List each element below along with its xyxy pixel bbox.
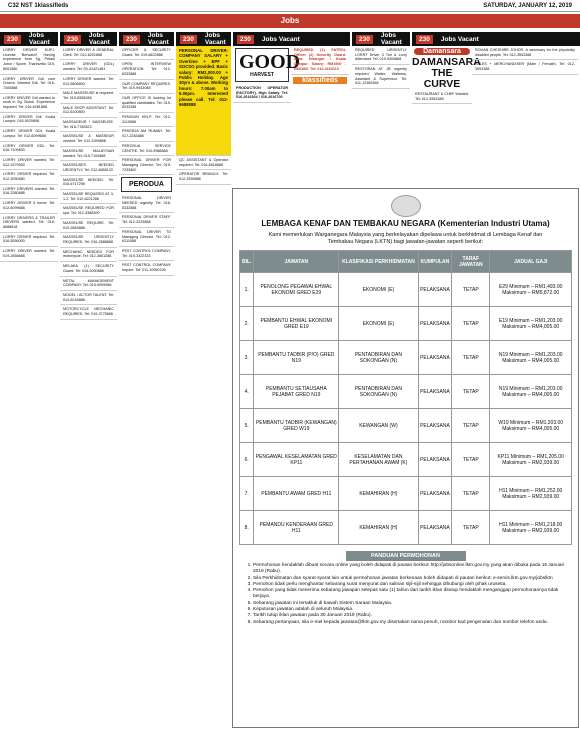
section-title: Jobs — [0, 14, 580, 28]
col-header: 230 Jobs Vacant — [119, 32, 174, 46]
classified-ad: LORRY DRIVER wanted. Tel: 019-2858688 — [0, 247, 58, 261]
classified-ad: PERSONAL DRIVER FOR Managing Director. Tel: 019-7233800 — [119, 156, 174, 175]
restaurant-chef-ad: RESTAURANT & CHEF Wanted. Tel: 012-3553388 — [412, 90, 472, 104]
table-cell: TETAP — [452, 307, 490, 341]
table-cell: 1. — [240, 273, 254, 307]
classified-ad: LORRY DRIVER GDL Kuala Lumpur. Tel: 012-6099688 — [0, 127, 58, 141]
vacancy-table — [239, 250, 572, 545]
step-item: 8. Sebarang pertanyaan, sila e-mel kepada jawatan@lktn.gov.my disertakan nama penuh, nombor kad pengenalan dan nombor telefon anda. — [253, 620, 568, 626]
table-cell: 8. — [240, 511, 254, 545]
classified-ad: MASSEUSE MALAYSIAN wanted. Tel: 019-7100888 — [60, 147, 117, 161]
table-header: KUMPULAN — [418, 251, 452, 273]
table-row — [240, 511, 572, 545]
driver-promo-ad: PERSONAL DRIVER-COMPANY SALARY + Overtime + EPF + SOCSO provided. Basic salary: RM2,000.00 + Public Holiday. Age 30yrs & above. Working hours: 7.00am to 5.00pm. Interested please call. Tel: 012-6688888 — [176, 46, 231, 156]
table-cell: PENTADBIRAN DAN SOKONGAN (N) — [339, 375, 418, 409]
classified-ad: MODEL / ACTOR TALENT. Tel: 012-6218888 — [60, 291, 117, 305]
table-row — [240, 409, 572, 443]
classified-ad: LORRY DRIVER Gdl cum Drivers. Wanted Gdl. Tel: 016-7300888 — [0, 75, 58, 94]
table-cell: 4. — [240, 375, 254, 409]
column-7 — [412, 32, 580, 187]
panduan-heading: PANDUAN PERMOHONAN — [346, 551, 466, 561]
lktn-intro: Kami memerlukan Warganegara Malaysia yang berkelayakan dipelawa untuk berkhidmat di Lembaga Kenaf dan Tembakau Negara (LKTN) bagi jawatan-jawatan seperti berikut: — [268, 232, 543, 245]
classified-ad: MASSEUSE REQUIRED AT 3-1-2. Tel: 012-6221288 — [60, 190, 117, 204]
classified-ad: MASSEUSES NEEDED URGENTLY. Tel: 012-6688133 — [60, 161, 117, 175]
table-cell: 5. — [240, 409, 254, 443]
classified-ad: REQUIRED URGENTLY LORRY Driver 3 Ton & Lorry Attendant. Tel: 019-5300888 — [352, 46, 410, 65]
table-cell: KEWANGAN (W) — [339, 409, 418, 443]
table-cell: KESELAMATAN DAN PERTAHANAN AWAM (K) — [339, 443, 418, 477]
classified-ad: MALE MASSEUSE is required. Tel: 019-6555288 — [60, 89, 117, 103]
classified-ad: MELAKA (1) SECURITY Guard. Tel: 016-2000888 — [60, 262, 117, 276]
table-cell: PELAKSANA — [418, 477, 452, 511]
table-row — [240, 341, 572, 375]
classified-ad: LORRY DRIVER Gdl. Kuala Lumpur. 016-9020898 — [0, 113, 58, 127]
table-cell: PEMBANTU SETIAUSAHA PEJABAT GRED N19 — [254, 375, 339, 409]
table-cell: E29 Minimum – RM1,493.00 Maksimum – RM5,872.00 — [490, 273, 572, 307]
column-3 — [119, 32, 174, 732]
table-cell: PELAKSANA — [418, 409, 452, 443]
table-cell: EKONOMI (E) — [339, 307, 418, 341]
table-cell: TETAP — [452, 477, 490, 511]
col-header: 230 Jobs Vacant — [60, 32, 117, 46]
classified-ad: LORRY DRIVERS & TRAILER DRIVERS wanted. Tel: 016-6688818 — [0, 214, 58, 233]
steps-list — [253, 563, 568, 626]
column-4 — [176, 32, 231, 732]
step-item: 4. Pemohon yang tidak menerima sebarang jawapan selepas satu (1) tahun dari tarikh iklan ditutup hendaklah menganggap permohonannya tidak berjaya. — [253, 588, 568, 601]
table-cell: PELAKSANA — [418, 341, 452, 375]
classified-ad: LORRY DRIVER Gdl wanted to work in Sg. Buloh. Experience required. Tel: 016-6281888 — [0, 94, 58, 113]
table-cell: PELAKSANA — [418, 443, 452, 477]
table-header: TARAF JAWATAN — [452, 251, 490, 273]
table-cell: PEMBANTU TADBIR (KEWANGAN) GRED W19 — [254, 409, 339, 443]
table-cell: PELAKSANA — [418, 273, 452, 307]
table-cell: H11 Minimum – RM1,252.00 Maksimum – RM2,939.00 — [490, 477, 572, 511]
classified-ad: LORRY DRIVER wanted. Tel: 012-3379930 — [0, 156, 58, 170]
step-item: 5. Sebarang jawatan ini tertakluk di bawah Sistem Saraan Malaysia. — [253, 601, 568, 607]
classified-ad: RESTORAN AT JB urgently required Waiter, Waitress, Assistant & Supervisor. Tel: 011-12360488 — [352, 65, 410, 89]
table-cell: PENGAWAL KESELAMATAN GRED KP11 — [254, 443, 339, 477]
classified-ad: QC ASSISTANT & Operator required. Tel: 016-6618888 — [176, 156, 231, 170]
table-cell: PEMANDU KENDERAAN GRED H11 — [254, 511, 339, 545]
column-2 — [60, 32, 117, 732]
table-cell: N19 Minimum – RM1,203.00 Maksimum – RM4,005.00 — [490, 375, 572, 409]
column-5 — [233, 32, 350, 187]
classified-ad: PERODUA SERVICE CENTRE. Tel: 010-9988888 — [119, 142, 174, 156]
table-cell: 3. — [240, 341, 254, 375]
patrol-officer-ad: REQUIRED (1) PATROL Officer (2) Security Guard. Area: Selangor / Kuala Lumpur. Salary: RM1900 - RM1800. Tel: 012-4163113 — [291, 46, 349, 75]
step-item: 7. Tarikh tutup iklan jawatan pada 30 Januari 2019 (Rabu). — [253, 613, 568, 619]
classified-ad: OPEN INTERVIEW OPERATION. Tel: 012-6333888 — [119, 60, 174, 79]
table-cell: H11 Minimum – RM1,218.00 Maksimum – RM2,939.00 — [490, 511, 572, 545]
classified-ad: PEST CONTROL COMPANY. Tel: 019-3322333 — [119, 247, 174, 261]
table-cell: PENTADBIRAN DAN SOKONGAN (N) — [339, 341, 418, 375]
classified-ad: LORRY DRIVER (GDL) wanted. Tel: 03-41421481 — [60, 60, 117, 74]
table-header: BIL. — [240, 251, 254, 273]
table-row — [240, 477, 572, 511]
classified-ad: OPERATOR BRANCH. Tel: 012-3399888 — [176, 170, 231, 184]
table-cell: PELAKSANA — [418, 307, 452, 341]
table-cell: TETAP — [452, 375, 490, 409]
table-cell: TETAP — [452, 409, 490, 443]
classified-ad: MECHANIC NEEDED FOR motorcycle. Tel: 012-3661288 — [60, 248, 117, 262]
classified-ad: LORRY DRIVER required. Tel: 016-5556000 — [0, 233, 58, 247]
classified-ad: PERSONAL DRIVER STAFF. Tel: 012-3223888 — [119, 213, 174, 227]
column-6 — [352, 32, 410, 187]
klassifieds-logo: klassifieds — [293, 77, 347, 84]
col-header: 230 Jobs Vacant — [352, 32, 410, 46]
classified-ad: LORRY DRIVER 5/JPJ. License 'Berwarid'. Having experience from Sg. Petani Johor / Spore. Tharinvellu 019-6001580 — [0, 46, 58, 75]
table-cell: TETAP — [452, 273, 490, 307]
table-cell: 6. — [240, 443, 254, 477]
rohan-cheshire-ad: ROHAN CHESHIRE JOHOR. A sanctuary for the physically disabled people. Tel: 012-3553388 — [472, 46, 578, 60]
perodua-logo: PERODUA — [121, 177, 172, 192]
classified-ad: PERSONAL DRIVER NEEDED urgently. Tel: 018-5332888 — [119, 194, 174, 213]
classified-ad: LORRY DRIVER required. Tel: 012-3050580 — [0, 170, 58, 184]
lktn-ad — [232, 188, 579, 728]
good-harvest-logo: GOOD HARVEST — [235, 48, 289, 82]
damansara-title: DAMANSARA THE CURVE — [412, 56, 481, 90]
sales-merchandiser-ad: SALES + MERCHANDISER (Male / Female). Tel: 012-3553388 — [472, 60, 578, 74]
table-cell: PEMBANTU AWAM GRED H11 — [254, 477, 339, 511]
lktn-crest-icon — [391, 195, 421, 217]
table-cell: TETAP — [452, 511, 490, 545]
col-header: 230 Jobs Vacant — [176, 32, 231, 46]
classified-ad: METAL MANAGEMENT COMPANY. Tel: 016-9009988 — [60, 277, 117, 291]
table-cell: N19 Minimum – RM1,203.00 Maksimum – RM4,005.00 — [490, 341, 572, 375]
table-cell: 7. — [240, 477, 254, 511]
table-cell: PELAKSANA — [418, 375, 452, 409]
table-cell: 2. — [240, 307, 254, 341]
classified-ad: PEKERJA AM RUMAH. Tel: 017-2283888 — [119, 127, 174, 141]
classified-ad: LORRY DRIVERS wanted. Tel: 016-3380888 — [0, 185, 58, 199]
masthead-left: C32 NST 1klassifieds — [8, 2, 69, 9]
classified-ad: PEST CONTROL COMPANY require. Tel: 011-10950228 — [119, 261, 174, 275]
col-header: 230 Jobs Vacant — [412, 32, 580, 46]
classified-ad: MASSEUSE URGENTLY REQUIRED. Tel: 016-2888888 — [60, 233, 117, 247]
classified-ad: LORRY DRIVER wanted. Tel: 012-5806800 — [60, 75, 117, 89]
table-cell: EKONOMI (E) — [339, 273, 418, 307]
table-row — [240, 443, 572, 477]
col-header: 230 Jobs Vacant — [233, 32, 350, 46]
table-cell: PENOLONG PEGAWAI EHWAL EKONOMI GRED E29 — [254, 273, 339, 307]
step-item: 6. Keputusan jawatan adalah di seluruh Malaysia. — [253, 607, 568, 613]
classified-ad: OFFICER & SECURITY Guard. Tel: 019-6622888 — [119, 46, 174, 60]
classified-ad: MOTORCYCLE MECHANIC REQUIRED. Tel: 019-3775866 — [60, 305, 117, 319]
masthead-right: SATURDAY, JANUARY 12, 2019 — [483, 2, 572, 9]
step-item: 1. Permohonan hendaklah dibuat secara online yang boleh didapati di pautan berikut: http://jobsonline.lktn.gov.my yang akan dibuka pada 16 Januari 2019 (Rabu). — [253, 563, 568, 576]
production-operator-ad: PRODUCTION OPERATOR (FACTORY). High Salary. Tel: 016-2016924 / 016-2016700 — [233, 84, 291, 103]
step-item: 2. Sila Perkhidmatan dan syarat-syarat lain untuk permohonan jawatan berkenaan boleh didapati di pautan berikut: e-servis.lktn.gov.my/jobslktn — [253, 576, 568, 582]
classified-ad: LORRY DRIVER 5 tonne. Tel: 012-6099688 — [0, 199, 58, 213]
classified-ad: OUR OFFICE IS looking for qualified candidates. Tel: 019-5233288 — [119, 94, 174, 113]
column-1 — [0, 32, 58, 732]
table-header: JAWATAN — [254, 251, 339, 273]
table-cell: KP11 Minimum – RM1,205.00 Maksimum – RM2,939.00 — [490, 443, 572, 477]
damansara-logo: Damansara — [414, 48, 470, 55]
step-item: 3. Pemohon tidak perlu menghantar sebarang surat menyurat dan salinan sijil-sijil sehingga dihubungi oleh pihak urusetia. — [253, 582, 568, 588]
col-header: 230 Jobs Vacant — [0, 32, 58, 46]
lktn-title: LEMBAGA KENAF DAN TEMBAKAU NEGARA (Kementerian Industri Utama) — [261, 219, 550, 228]
classified-ad: MASSEUSE REQUIRED FOR spa. Tel: 012-3388300 — [60, 204, 117, 218]
masthead — [0, 0, 580, 12]
table-header: JADUAL GAJI — [490, 251, 572, 273]
table-cell: E19 Minimum – RM1,203.00 Maksimum – RM4,005.00 — [490, 307, 572, 341]
table-cell: KEMAHIRAN (H) — [339, 511, 418, 545]
table-row — [240, 307, 572, 341]
table-cell: TETAP — [452, 443, 490, 477]
classified-ad: MASSEUSE & MASSEUR needed. Tel: 012-3399888 — [60, 132, 117, 146]
table-row — [240, 273, 572, 307]
classified-ad: OUR COMPANY REQUIRES. Tel: 019-9933088 — [119, 80, 174, 94]
classified-ad: MASSEUSE REQUIRE. Tel: 010-2683888 — [60, 219, 117, 233]
classified-ad: MALE SHOP ASSISTANT. Tel: 012-6100800 — [60, 104, 117, 118]
classified-ad: MASSAGEUR / MASSEUSE. Tel: 016-7782823 — [60, 118, 117, 132]
table-cell: PEMBANTU TADBIR (P/O) GRED N19 — [254, 341, 339, 375]
table-cell: TETAP — [452, 341, 490, 375]
table-cell: KEMAHIRAN (H) — [339, 477, 418, 511]
classified-ad: LORRY DRIVER GDL. Tel: 016-7109833 — [0, 142, 58, 156]
table-cell: W19 Minimum – RM1,203.00 Maksimum – RM4,005.00 — [490, 409, 572, 443]
table-row — [240, 375, 572, 409]
table-header: KLASIFIKASI PERKHIDMATAN — [339, 251, 418, 273]
classified-ad: MASSEUSE NEEDED. Tel: 016-6717298 — [60, 176, 117, 190]
table-cell: PELAKSANA — [418, 511, 452, 545]
classified-ad: LORRY DRIVER & GENERAL Clerk. Tel: 012-6201888 — [60, 46, 117, 60]
classified-ad: PERSONAL DRIVER TO Managing Director. Tel: 012-6311588 — [119, 228, 174, 247]
table-cell: PEMBANTU EHWAL EKONOMI GRED E19 — [254, 307, 339, 341]
classified-ad: PENGUIN HELP. Tel: 012-3110888 — [119, 113, 174, 127]
